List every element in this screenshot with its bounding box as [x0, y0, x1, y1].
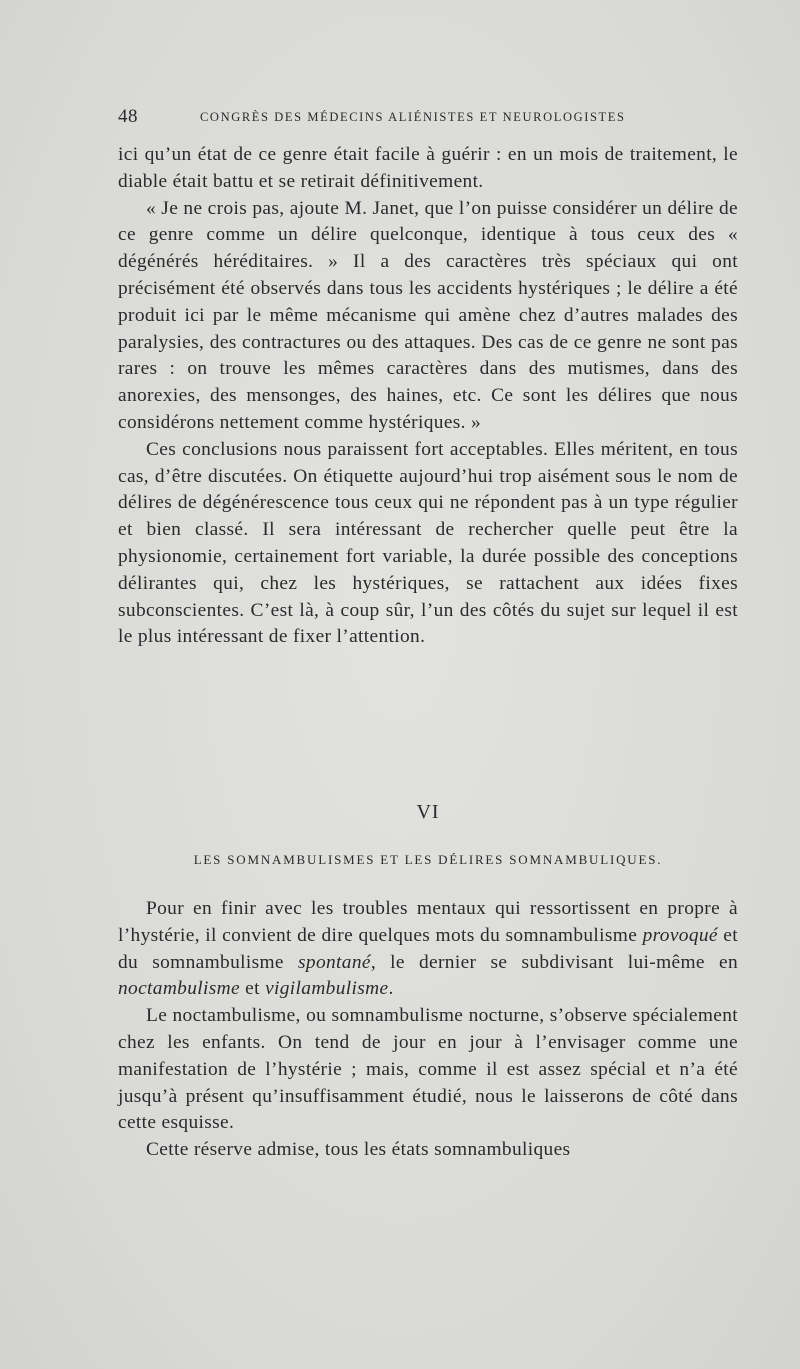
- paragraph-6: Le noctambulisme, ou somnambulisme nocturne, s’observe spécialement chez les enfants. On tend de jour en jour à l’envisager comme une manifestation de l’hystérie ; mais, comme il est assez spécial et n’a été jusqu’à présent qu’insuffisamment étudié, nous le laisserons de côté dans cette esquisse.: [118, 1005, 738, 1134]
- page-number: 48: [118, 106, 138, 127]
- section-number: VI: [416, 801, 440, 823]
- paragraph-5-text-3: , le dernier se subdivisant lui-même en: [370, 951, 738, 973]
- paragraph-1: ici qu’un état de ce genre était facile à guérir : en un mois de traitement, le diable était battu et se retirait définitivement.: [118, 144, 738, 192]
- text-block-upper: [118, 142, 738, 651]
- paragraph-2: « Je ne crois pas, ajoute M. Janet, que l’on puisse considérer un délire de ce genre comme un délire quelconque, identique à tous ceux des « dégénérés héréditaires. » Il a des caractères très spéciaux qui ont précisément été observés dans tous les accidents hystériques ; le délire a été produit ici par le même mécanisme qui amène chez d’autres malades des paralysies, des contractures ou des attaques. Des cas de ce genre ne sont pas rares : on trouve les mêmes caractères dans des mutismes, dans des anorexies, des mensonges, des haines, etc. Ce sont les délires que nous considérons nettement comme hystériques. »: [118, 197, 738, 433]
- text-block-lower: [118, 896, 738, 1164]
- italic-term-spontane: spontané: [298, 951, 371, 973]
- italic-term-provoque: provoqué: [642, 924, 718, 946]
- paragraph-7: Cette réserve admise, tous les états somnambuliques: [146, 1139, 571, 1161]
- paragraph-3: Ces conclusions nous paraissent fort acceptables. Elles méritent, en tous cas, d’être discutées. On étiquette aujourd’hui trop aisément sous le nom de délires de dégénérescence tous ceux qui ne répondent pas à un type régulier et bien classé. Il sera intéressant de rechercher quelle peut être la physionomie, certainement fort variable, la durée possible des conceptions délirantes qui, chez les hystériques, se rattachent aux idées fixes subconscientes. C’est là, à coup sûr, l’un des côtés du sujet sur lequel il est le plus intéressant de fixer l’attention.: [118, 438, 738, 648]
- paragraph-5-text-1: Pour en finir avec les troubles mentaux qui ressortissent en propre à l’hystérie, il convient de dire quelques mots du somnambulisme: [118, 898, 738, 946]
- paragraph-5-text-2: et du somnambulisme: [118, 924, 738, 973]
- paragraph-5-text-5: .: [388, 978, 394, 1000]
- section-title: LES SOMNAMBULISMES ET LES DÉLIRES SOMNAMBULIQUES.: [193, 852, 663, 867]
- italic-term-vigilambulisme: vigilambulisme: [265, 978, 389, 1000]
- paragraph-5: [118, 896, 738, 1003]
- italic-term-noctambulisme: noctambulisme: [118, 978, 240, 1000]
- running-head: [118, 106, 738, 130]
- paragraph-5-text-4: et: [239, 978, 266, 1000]
- running-title: CONGRÈS DES MÉDECINS ALIÉNISTES ET NEUROLOGISTES: [200, 110, 626, 124]
